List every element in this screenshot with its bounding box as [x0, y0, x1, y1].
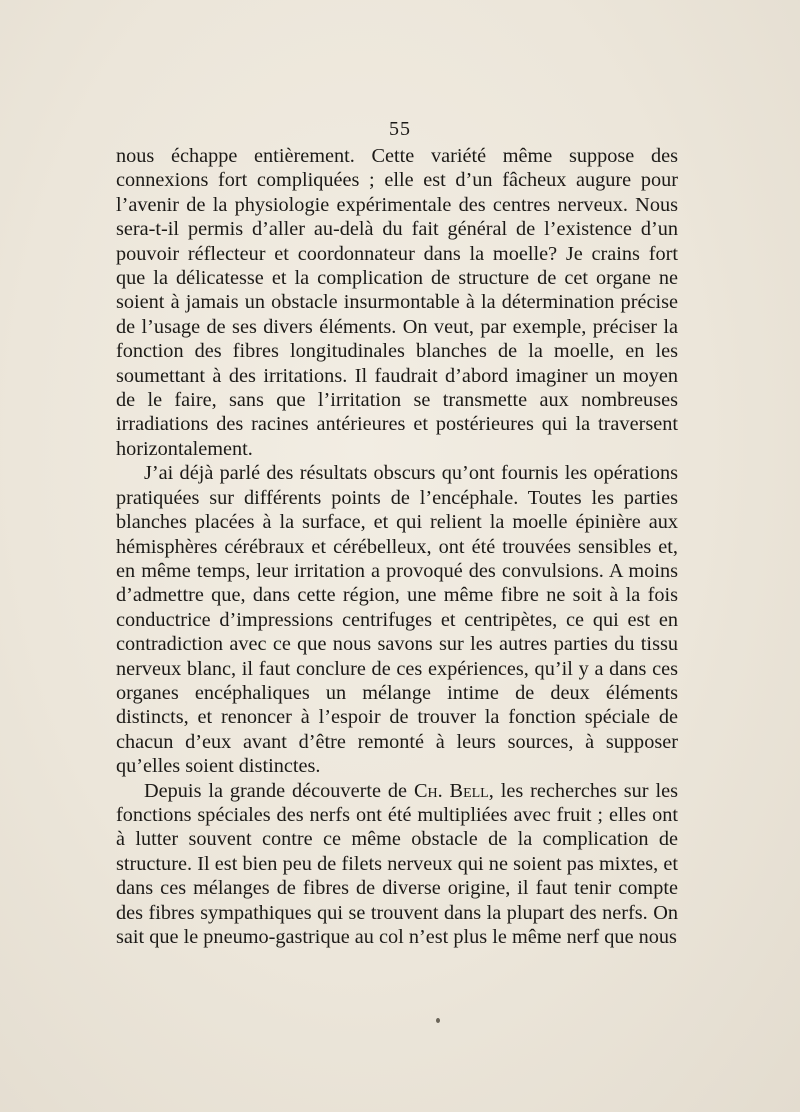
page-number: 55 [389, 118, 411, 140]
author-name: Ch. Bell [413, 779, 489, 802]
paragraph-3 [116, 779, 678, 950]
paragraph-2: J’ai déjà parlé des résultats obscurs qu’ont fournis les opérations pratiquées sur différents points de l’encéphale. Toutes les parties blanches placées à la surface, et qui relient la moelle épinière aux hémisphères cérébraux et cérébelleux, ont été trouvées sensibles et, en même temps, leur irritation a provoqué des convulsions. A moins d’admettre que, dans cette région, une même fibre ne soit à la fois conductrice d’impressions centrifuges et centripètes, ce qui est en contradiction avec ce que nous savons sur les autres parties du tissu nerveux blanc, il faut conclure de ces expériences, qu’il y a dans ces organes encéphaliques un mélange intime de deux éléments distincts, et renoncer à l’espoir de trouver la fonction spéciale de chacun d’eux avant d’être remonté à leurs sources, à supposer qu’elles soient distinctes. [116, 462, 678, 778]
paragraph-1: nous échappe entièrement. Cette variété même suppose des connexions fort compliquées ; elle est d’un fâcheux augure pour l’avenir de la physiologie expérimentale des centres nerveux. Nous sera-t-il permis d’aller au-delà du fait général de l’existence d’un pouvoir réflecteur et coordonnateur dans la moelle? Je crains fort que la délicatesse et la complication de structure de cet organe ne soient à jamais un obstacle insurmontable à la détermination précise de l’usage de ses divers éléments. On veut, par exemple, préciser la fonction des fibres longitudinales blanches de la moelle, en les soumettant à des irritations. Il faudrait d’abord imaginer un moyen de le faire, sans que l’irritation se transmette aux nombreuses irradiations des racines antérieures et postérieures qui la traversent horizontalement. [116, 145, 678, 460]
body-text [116, 144, 678, 949]
ink-speck [436, 1018, 440, 1023]
paragraph-3-text-start: Depuis la grande découverte de [144, 779, 414, 802]
paragraph-3-text-end: , les recherches sur les fonctions spéciales des nerfs ont été multipliées avec fruit ; elles ont à lutter souvent contre ce même obstacle de la complication de structure. Il est bien peu de filets nerveux qui ne soient pas mixtes, et dans ces mélanges de fibres de diverse origine, il faut tenir compte des fibres sympathiques qui se trouvent dans la plupart des nerfs. On sait que le pneumo-gastrique au col n’est plus le même nerf que nous [116, 779, 679, 948]
